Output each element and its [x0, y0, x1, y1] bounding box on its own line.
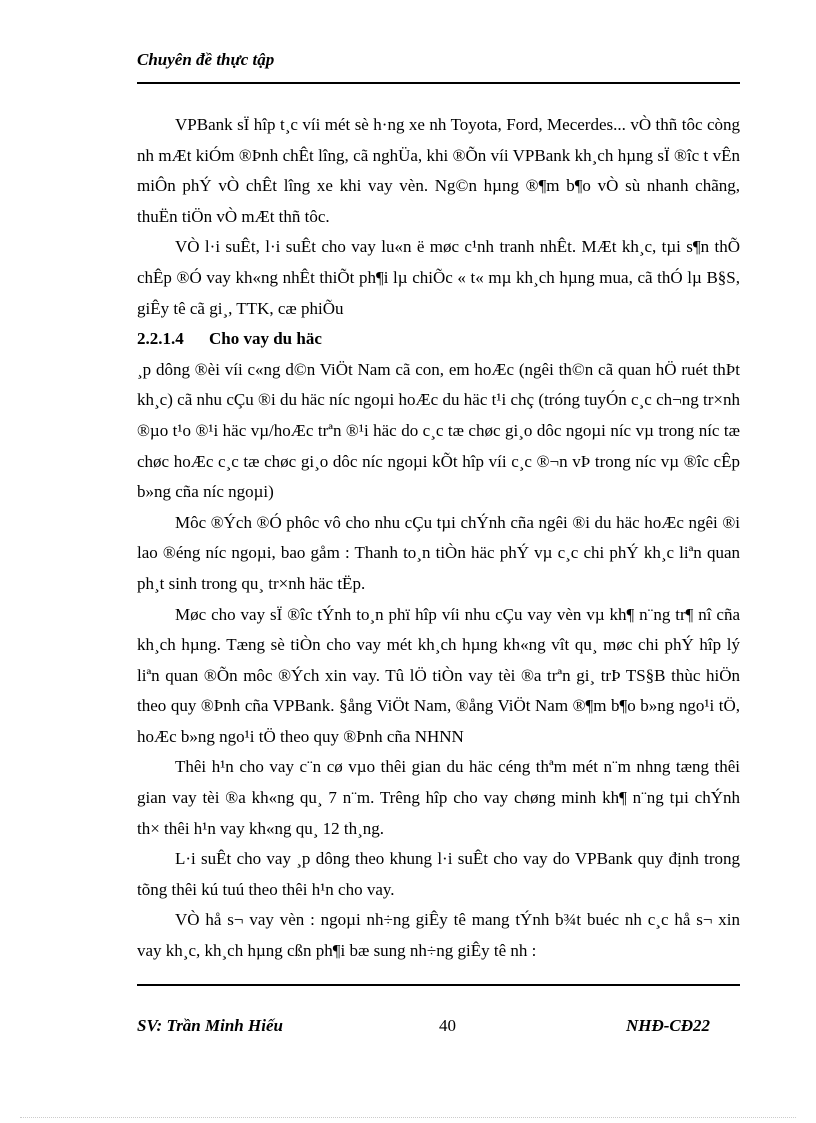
paragraph-purpose: Môc ®Ých ®Ó phôc vô cho nhu cÇu tµi chÝnh cña ngêi ®i du häc hoÆc ngêi ®i lao ®éng níc ngoµi, bao gåm : Thanh to¸n tiÒn häc phÝ vµ c¸c chi phÝ kh¸c liªn quan ph¸t sinh trong qu¸ tr×nh häc tËp.	[137, 512, 740, 593]
paragraph-loan-documents: VÒ hå s¬ vay vèn : ngoµi nh÷ng giÊy tê mang tÝnh b¾t buéc nh c¸c hå s¬ xin vay kh¸c, kh¸ch hµng cßn ph¶i bæ sung nh÷ng giÊy tê nh :	[137, 910, 740, 961]
section-title: Cho vay du häc	[209, 329, 322, 349]
page-number: 40	[439, 1016, 456, 1035]
document-body	[137, 110, 740, 967]
paragraph-loan-rate: L·i suÊt cho vay ¸p dông theo khung l·i suÊt cho vay do VPBank quy định trong tõng thêi kú tuú theo thêi h¹n cho vay.	[137, 849, 740, 899]
footer-author: SV: Trần Minh Hiếu	[137, 1016, 283, 1035]
page-bottom-dotted-line	[20, 1117, 796, 1118]
paragraph-car-loan-partners: VPBank sÏ hîp t¸c víi mét sè h·ng xe nh Toyota, Ford, Mecerdes... vÒ thñ tôc còng nh mÆt kiÓm ®Þnh chÊt lîng, cã nghÜa, khi ®Õn víi VPBank kh¸ch hµng sÏ ®îc t vÊn miÔn phÝ vÒ chÊt lîng xe khi vay vèn. Ng©n hµng ®¶m b¶o vÒ sù nhanh chãng, thuËn tiÖn vÒ mÆt thñ tôc.	[137, 115, 740, 226]
paragraph-interest-rate: VÒ l·i suÊt, l·i suÊt cho vay lu«n ë møc c¹nh tranh nhÊt. MÆt kh¸c, tµi s¶n thÕ chÊp ®Ó vay kh«ng nhÊt thiÕt ph¶i lµ chiÕc « t« mµ kh¸ch hµng mua, cã thÓ lµ B§S, giÊy tê cã gi¸, TTK, cæ phiÕu	[137, 237, 740, 318]
paragraph-loan-term: Thêi h¹n cho vay c¨n cø vµo thêi gian du häc céng thªm mét n¨m nhng tæng thêi gian vay tèi ®a kh«ng qu¸ 7 n¨m. Trêng hîp cho vay chøng minh kh¶ n¨ng tµi chÝnh th× thêi h¹n vay kh«ng qu¸ 12 th¸ng.	[137, 757, 740, 838]
paragraph-loan-amount: Møc cho vay sÏ ®îc tÝnh to¸n phï hîp víi nhu cÇu vay vèn vµ kh¶ n¨ng tr¶ nî cña kh¸ch hµng. Tæng sè tiÒn cho vay mét kh¸ch hµng kh«ng vît qu¸ møc chi phÝ hîp lý liªn quan ®Õn môc ®Ých xin vay. Tû lÖ tiÒn vay tèi ®a trªn gi¸ trÞ TS§B thùc hiÖn theo quy ®Þnh cña VPBank. §ång ViÖt Nam, ®ång ViÖt Nam ®¶m b¶o b»ng ngo¹i tÖ, hoÆc b»ng ngo¹i tÖ theo quy ®Þnh cña NHNN	[137, 604, 740, 746]
paragraph-eligibility: ¸p dông ®èi víi c«ng d©n ViÖt Nam cã con, em hoÆc (ngêi th©n cã quan hÖ ruét thÞt kh¸c) cã nhu cÇu ®i du häc níc ngoµi hoÆc du häc t¹i chç (tróng tuyÓn c¸c ch¬ng tr×nh ®µo t¹o ®¹i häc vµ/hoÆc trªn ®¹i häc do c¸c tæ chøc gi¸o dôc ngoµi níc vµ trong níc tæ chøc hoÆc c¸c tæ chøc gi¸o dôc níc ngoµi kÕt hîp víi c¸c ®¬n vÞ trong níc vµ ®îc cÊp b»ng cña níc ngoµi)	[137, 359, 740, 502]
footer-class-code: NHĐ-CĐ22	[625, 1016, 710, 1035]
page-header-title: Chuyên đề thực tập	[137, 50, 275, 69]
section-number: 2.2.1.4	[137, 329, 184, 349]
header-divider	[137, 82, 740, 84]
section-heading	[137, 324, 740, 355]
footer-divider	[137, 984, 740, 986]
